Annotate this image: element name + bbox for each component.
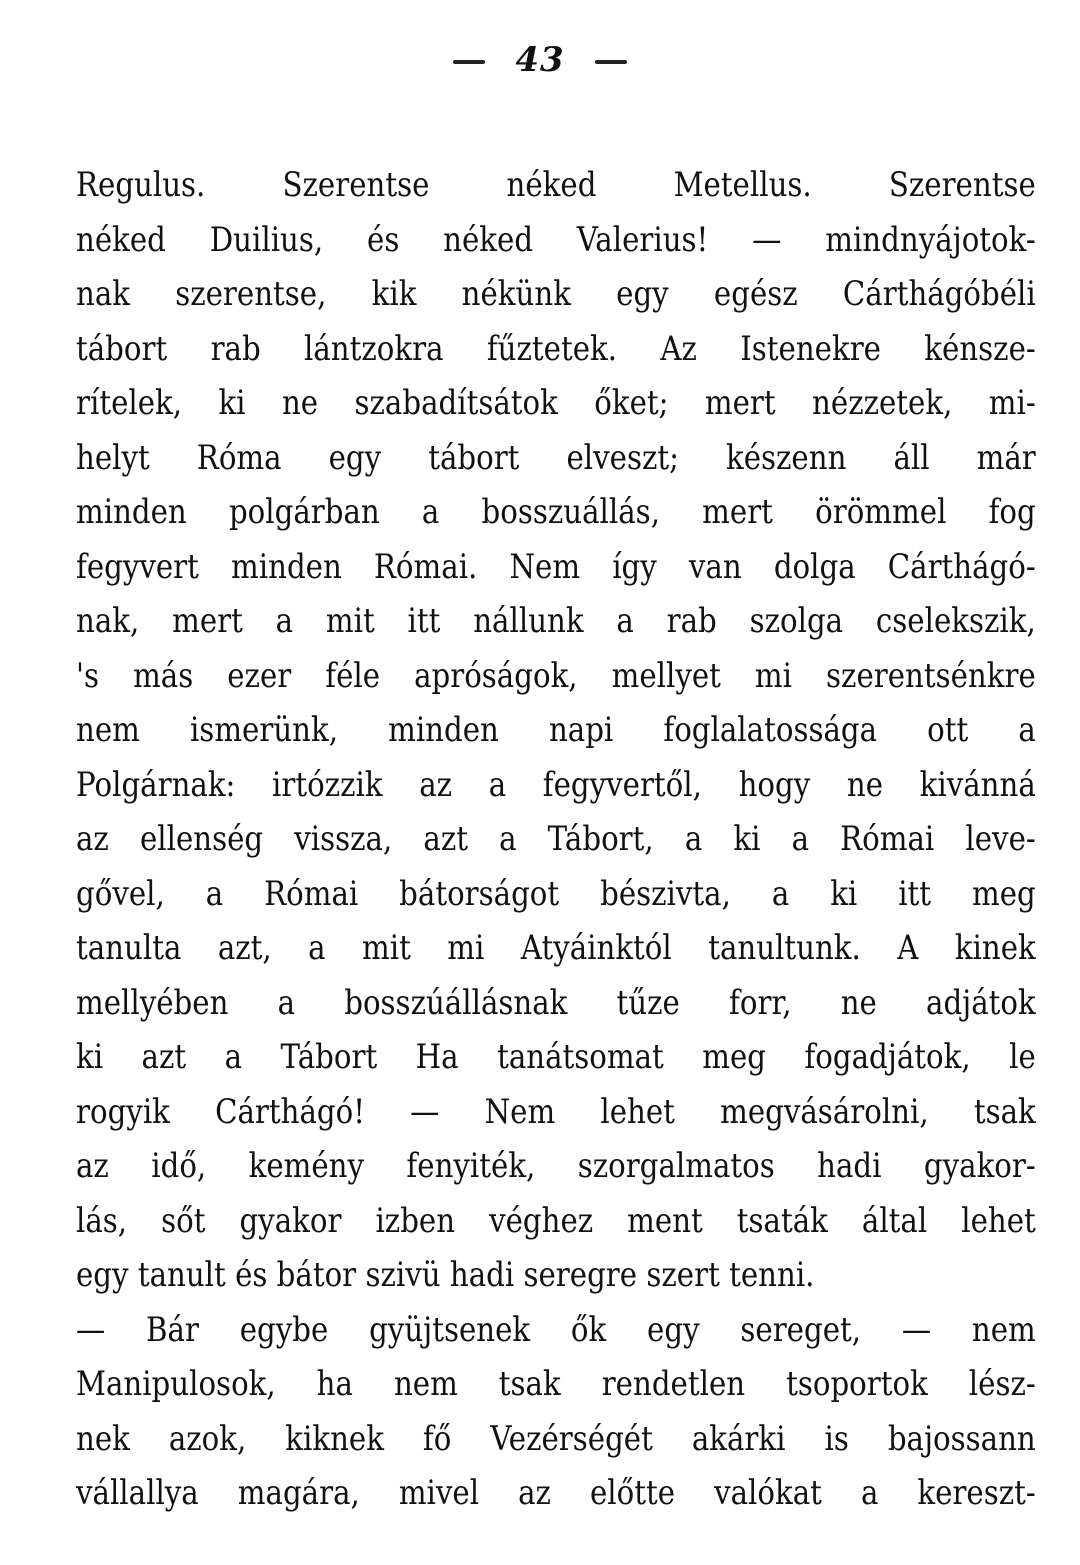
text-line: helyt Róma egy tábort elveszt; készenn áll már bbox=[76, 437, 1036, 478]
text-line: nak szerentse, kik nékünk egy egész Cárthágóbéli bbox=[76, 274, 1036, 314]
page-number: 43 bbox=[515, 40, 565, 80]
text-line: nak, mert a mit itt nállunk a rab szolga cselekszik, bbox=[76, 601, 1036, 641]
text-line: rogyik Cárthágó! — Nem lehet megvásárolni, tsak bbox=[76, 1091, 1036, 1132]
text-line: az idő, kemény fenyiték, szorgalmatos hadi gyakor- bbox=[76, 1146, 1036, 1186]
text-line: — Bár egybe gyüjtsenek ők egy sereget, — nem bbox=[76, 1309, 1036, 1350]
text-line: 's más ezer féle apróságok, mellyet mi szerentsénkre bbox=[76, 655, 1036, 696]
text-line: rítelek, ki ne szabadítsátok őket; mert nézzetek, mi- bbox=[76, 383, 1036, 423]
text-line: tábort rab lántzokra fűztetek. Az Istenekre kénsze- bbox=[76, 328, 1036, 369]
text-line: nem ismerünk, minden napi foglalatossága ott a bbox=[76, 710, 1036, 750]
text-line: minden polgárban a bosszuállás, mert örömmel fog bbox=[76, 492, 1036, 532]
header-left-ornament bbox=[453, 60, 485, 64]
text-line: Polgárnak: irtózzik az a fegyvertől, hogy ne kivánná bbox=[76, 764, 1036, 805]
text-line: egy tanult és bátor szivü hadi seregre szert tenni. bbox=[76, 1255, 815, 1295]
body-text bbox=[76, 158, 1036, 1521]
text-line: az ellenség vissza, azt a Tábort, a ki a Római leve- bbox=[76, 819, 1036, 859]
text-line: ki azt a Tábort Ha tanátsomat meg fogadjátok, le bbox=[76, 1037, 1036, 1077]
text-line: tanulta azt, a mit mi Atyáinktól tanultunk. A kinek bbox=[76, 928, 1036, 968]
text-line: néked Duilius, és néked Valerius! — mindnyájotok- bbox=[76, 219, 1036, 260]
text-line: Regulus. Szerentse néked Metellus. Szerentse bbox=[76, 165, 1036, 205]
text-line: lás, sőt gyakor izben véghez ment tsaták által lehet bbox=[76, 1200, 1036, 1241]
text-line: Manipulosok, ha nem tsak rendetlen tsoportok lész- bbox=[76, 1364, 1036, 1404]
text-line: mellyében a bosszúállásnak tűze forr, ne adjátok bbox=[76, 982, 1036, 1023]
text-line: fegyvert minden Római. Nem így van dolga Cárthágó- bbox=[76, 546, 1036, 587]
header-right-ornament bbox=[595, 60, 627, 64]
text-line: gővel, a Római bátorságot bészivta, a ki itt meg bbox=[76, 873, 1036, 914]
text-line: vállallya magára, mivel az előtte valókat a kereszt- bbox=[76, 1473, 1036, 1513]
page-header bbox=[0, 40, 1080, 80]
text-line: nek azok, kiknek fő Vezérségét akárki is bajossann bbox=[76, 1418, 1036, 1459]
